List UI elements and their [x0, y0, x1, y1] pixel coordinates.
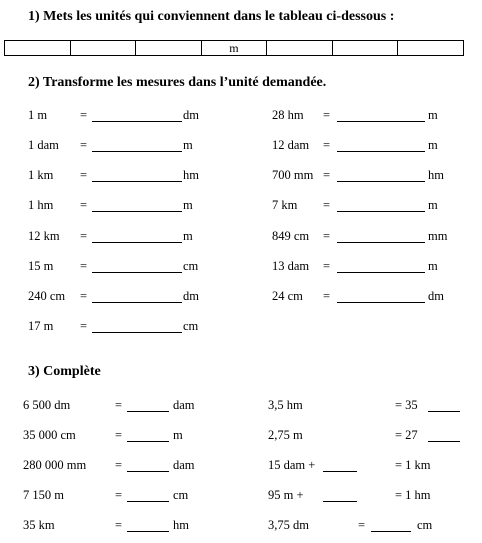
- units-cell[interactable]: [398, 41, 464, 56]
- equals-sign: =: [115, 398, 123, 412]
- measure-value: 6 500 dm: [23, 398, 71, 412]
- equals-sign: =: [323, 168, 331, 182]
- units-cell[interactable]: [5, 41, 71, 56]
- units-cell[interactable]: [70, 41, 136, 56]
- measure-value: 1 dam: [28, 138, 59, 152]
- answer-blank[interactable]: [92, 261, 182, 273]
- measure-value: 15 dam +: [268, 458, 316, 472]
- measure-value: 280 000 mm: [23, 458, 87, 472]
- result-text: = 27: [395, 428, 418, 442]
- answer-blank[interactable]: [323, 460, 357, 472]
- units-cell[interactable]: [136, 41, 202, 56]
- units-cell[interactable]: [332, 41, 398, 56]
- equals-sign: =: [323, 198, 331, 212]
- section2-title: 2) Transforme les mesures dans l’unité demandée.: [28, 75, 327, 90]
- measure-value: 7 km: [272, 198, 298, 212]
- equals-sign: =: [323, 138, 331, 152]
- measure-value: 17 m: [28, 319, 54, 333]
- answer-blank[interactable]: [337, 170, 425, 182]
- target-unit: hm: [428, 168, 444, 182]
- target-unit: cm: [417, 518, 433, 532]
- answer-blank[interactable]: [92, 231, 182, 243]
- target-unit: dm: [428, 289, 444, 303]
- answer-blank[interactable]: [428, 430, 460, 442]
- measure-value: 1 hm: [28, 198, 54, 212]
- answer-blank[interactable]: [337, 291, 425, 303]
- equals-sign: =: [80, 198, 88, 212]
- measure-value: 24 cm: [272, 289, 303, 303]
- equals-sign: =: [80, 259, 88, 273]
- target-unit: dm: [183, 289, 199, 303]
- answer-blank[interactable]: [92, 110, 182, 122]
- measure-value: 7 150 m: [23, 488, 64, 502]
- measure-value: 700 mm: [272, 168, 314, 182]
- target-unit: cm: [183, 319, 199, 333]
- measure-value: 15 m: [28, 259, 54, 273]
- measure-value: 35 km: [23, 518, 55, 532]
- equals-sign: =: [115, 428, 123, 442]
- target-unit: m: [173, 428, 183, 442]
- target-unit: m: [183, 138, 193, 152]
- target-unit: m: [428, 198, 438, 212]
- equals-sign: =: [323, 229, 331, 243]
- answer-blank[interactable]: [127, 490, 169, 502]
- measure-value: 13 dam: [272, 259, 310, 273]
- equals-sign: =: [80, 168, 88, 182]
- answer-blank[interactable]: [92, 321, 182, 333]
- equals-sign: =: [115, 488, 123, 502]
- target-unit: hm: [183, 168, 199, 182]
- target-unit: m: [428, 138, 438, 152]
- section1-title: 1) Mets les unités qui conviennent dans le tableau ci-dessous :: [28, 9, 395, 24]
- measure-value: 12 dam: [272, 138, 310, 152]
- measure-value: 3,5 hm: [268, 398, 303, 412]
- measure-value: 35 000 cm: [23, 428, 76, 442]
- measure-value: 1 km: [28, 168, 54, 182]
- answer-blank[interactable]: [127, 520, 169, 532]
- answer-blank[interactable]: [371, 520, 411, 532]
- equals-sign: =: [80, 229, 88, 243]
- target-unit: m: [183, 229, 193, 243]
- equals-sign: =: [323, 259, 331, 273]
- answer-blank[interactable]: [92, 140, 182, 152]
- target-unit: dam: [173, 458, 195, 472]
- equals-sign: =: [80, 108, 88, 122]
- measure-value: 95 m +: [268, 488, 304, 502]
- answer-blank[interactable]: [127, 400, 169, 412]
- target-unit: cm: [173, 488, 189, 502]
- measure-value: 2,75 m: [268, 428, 303, 442]
- answer-blank[interactable]: [337, 200, 425, 212]
- target-unit: m: [428, 259, 438, 273]
- answer-blank[interactable]: [92, 200, 182, 212]
- answer-blank[interactable]: [428, 400, 460, 412]
- equals-sign: =: [115, 518, 123, 532]
- answer-blank[interactable]: [337, 231, 425, 243]
- measure-value: 1 m: [28, 108, 48, 122]
- answer-blank[interactable]: [127, 460, 169, 472]
- equals-sign: =: [80, 138, 88, 152]
- measure-value: 28 hm: [272, 108, 304, 122]
- answer-blank[interactable]: [92, 291, 182, 303]
- result-text: = 35: [395, 398, 418, 412]
- units-cell[interactable]: m: [201, 41, 267, 56]
- target-unit: dam: [173, 398, 195, 412]
- target-unit: m: [183, 198, 193, 212]
- units-table: [4, 40, 464, 56]
- measure-value: 240 cm: [28, 289, 66, 303]
- answer-blank[interactable]: [337, 261, 425, 273]
- target-unit: cm: [183, 259, 199, 273]
- equals-sign: =: [115, 458, 123, 472]
- measure-value: 3,75 dm: [268, 518, 309, 532]
- result-text: = 1 hm: [395, 488, 431, 502]
- equals-sign: =: [323, 289, 331, 303]
- equals-sign: =: [80, 319, 88, 333]
- section3-title: 3) Complète: [28, 364, 101, 379]
- target-unit: mm: [428, 229, 448, 243]
- answer-blank[interactable]: [337, 110, 425, 122]
- answer-blank[interactable]: [92, 170, 182, 182]
- measure-value: 12 km: [28, 229, 60, 243]
- equals-sign: =: [323, 108, 331, 122]
- units-cell[interactable]: [267, 41, 333, 56]
- answer-blank[interactable]: [337, 140, 425, 152]
- target-unit: m: [428, 108, 438, 122]
- equals-sign: =: [80, 289, 88, 303]
- answer-blank[interactable]: [323, 490, 357, 502]
- measure-value: 849 cm: [272, 229, 310, 243]
- answer-blank[interactable]: [127, 430, 169, 442]
- target-unit: dm: [183, 108, 199, 122]
- equals-sign: =: [358, 518, 366, 532]
- target-unit: hm: [173, 518, 189, 532]
- result-text: = 1 km: [395, 458, 431, 472]
